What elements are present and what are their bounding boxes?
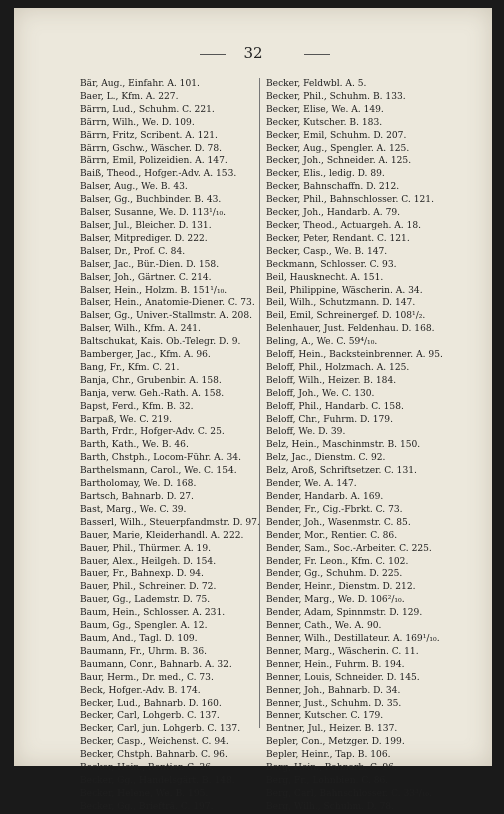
directory-entry: Belz, Aroß, Schriftsetzer. C. 131. [266, 466, 417, 477]
directory-entry: Balser, Wilh., Kfm. A. 241. [80, 324, 201, 335]
directory-entry: Beloff, Phil., Holzmach. A. 125. [266, 362, 410, 373]
directory-entry: Baumann, Fr., Uhrm. B. 36. [80, 646, 208, 657]
directory-entry: Bender, Sam., Soc.-Arbeiter. C. 225. [266, 543, 432, 554]
directory-entry: Balser, Jac., Bür.-Dien. D. 158. [80, 259, 220, 270]
directory-entry: Bentner, Jul., Heizer. B. 137. [266, 724, 398, 735]
directory-entry: Berg, Carl, Bahnschlosser. C. 33³/₁₀. [266, 788, 432, 799]
directory-entry: Baiß, Theod., Hofger.-Adv. A. 153. [80, 169, 237, 180]
directory-entry: Baur, Herm., Dr. med., C. 73. [80, 672, 214, 683]
directory-entry: Bepler, Con., Metzger. D. 199. [266, 737, 405, 748]
left-column [80, 78, 270, 814]
directory-entry: Bauer, Phil., Schreiner. D. 72. [80, 582, 217, 593]
directory-entry: Barthelsmann, Carol., We. C. 154. [80, 466, 237, 477]
directory-entry: Barth, Kath., We. B. 46. [80, 440, 189, 451]
directory-entry: Becker, Hein., Rentier. C. 26. [80, 763, 214, 774]
directory-entry: Benner, Kutscher. C. 179. [266, 711, 384, 722]
directory-entry: Bärrn, Wilh., We. D. 109. [80, 117, 195, 128]
directory-entry: Balser, Susanne, We. D. 113¹/₁₀. [80, 208, 227, 219]
directory-entry: Berg, Hein., Bahnarb. C. 96. [266, 763, 397, 774]
directory-entry: Berg, Wilh., Schuhm. D. 78. [266, 801, 395, 812]
directory-entry: Bärrn, Fritz, Scribent. A. 121. [80, 130, 218, 141]
directory-entry: Baltschukat, Kais. Ob.-Telegr. D. 9. [80, 337, 241, 348]
directory-entry: Benner, Wilh., Destillateur. A. 169¹/₁₀. [266, 633, 440, 644]
directory-entry: Barth, Frdr., Hofger-Adv. C. 25. [80, 427, 225, 438]
directory-entry: Becker, Lud., Bahnarb. D. 160. [80, 698, 222, 709]
directory-entry: Becker, Gg., Handelsgärt. B. 148. [80, 775, 235, 786]
directory-entry: Baum, And., Tagl. D. 109. [80, 633, 198, 644]
directory-entry: Becker, Emil, Schuhm. D. 207. [266, 130, 407, 141]
directory-entry: Bärrn, Emil, Polizeidien. A. 147. [80, 156, 228, 167]
directory-entry: Beloff, We. D. 39. [266, 427, 346, 438]
directory-entry: Becker, Elis., ledig. D. 89. [266, 169, 385, 180]
directory-entry: Bartholomay, We. D. 168. [80, 479, 197, 490]
directory-entry: Becker, Casp., We. B. 147. [266, 246, 388, 257]
directory-entry: Balser, Joh., Gärtner. C. 214. [80, 272, 212, 283]
directory-entry: Balser, Hein., Anatomie-Diener. C. 73. [80, 298, 255, 309]
directory-entry: Benner, Cath., We. A. 90. [266, 621, 382, 632]
directory-entry: Beloff, Phil., Handarb. C. 158. [266, 401, 404, 412]
directory-entry: Bender, Fr. Leon., Kfm. C. 102. [266, 556, 409, 567]
directory-entry: Bamberger, Jac., Kfm. A. 96. [80, 350, 211, 361]
directory-entry: Becker, Kutscher. B. 183. [266, 117, 383, 128]
page-header [14, 44, 492, 64]
directory-entry: Balser, Jul., Bleicher. D. 131. [80, 220, 212, 231]
directory-entry: Banja, verw. Geh.-Rath. A. 158. [80, 388, 225, 399]
directory-entry: Bang, Fr., Kfm. C. 21. [80, 362, 180, 373]
directory-entry: Bär, Aug., Einfahr. A. 101. [80, 79, 200, 89]
directory-entry: Balser, Gg., Buchbinder. B. 43. [80, 195, 222, 206]
directory-entry: Beil, Emil, Schreinergef. D. 108¹/₂. [266, 311, 426, 322]
directory-entry: Bauer, Fr., Bahnexp. D. 94. [80, 569, 204, 580]
directory-entry: Benner, Marg., Wäscherin. C. 11. [266, 646, 419, 657]
directory-entry: Beloff, Chr., Fuhrm. D. 179. [266, 414, 393, 425]
directory-entry: Bender, Gg., Schuhm. D. 225. [266, 569, 403, 580]
directory-entry: Bauer, Alex., Heilgeh. D. 154. [80, 556, 217, 567]
directory-entry: Becker, Helene, We. B. 195. [80, 788, 209, 799]
directory-entry: Bärrn, Gschw., Wäscher. D. 78. [80, 143, 223, 154]
directory-entry: Balser, Aug., We. B. 43. [80, 182, 188, 193]
directory-entry: Bender, Heinr., Dienstm. D. 212. [266, 582, 416, 593]
directory-entry: Baum, Gg., Spengler. A. 12. [80, 621, 208, 632]
directory-entry: Bauer, Marie, Kleiderhandl. A. 222. [80, 530, 244, 541]
directory-entry: Bender, Mor., Rentier. C. 86. [266, 530, 398, 541]
directory-entry: Becker, Elise, We. A. 149. [266, 104, 384, 115]
directory-entry: Bender, Fr., Cig.-Fbrkt. C. 73. [266, 504, 403, 515]
directory-entry: Becker, Carl, Lohgerb. C. 137. [80, 711, 220, 722]
directory-entry: Bender, Adam, Spinnmstr. D. 129. [266, 608, 423, 619]
directory-entry: Becker, Phil., Schuhm. B. 133. [266, 91, 406, 102]
directory-entry: Becker, Gg., Briefträ. C. 197. [80, 801, 214, 812]
directory-entry: Belenhauer, Just. Feldenhau. D. 168. [266, 324, 435, 335]
directory-entry: Bender, We. A. 147. [266, 479, 357, 490]
directory-entry: Bender, Handarb. A. 169. [266, 492, 384, 502]
directory-entry: Basserl, Wilh., Steuerpfandmstr. D. 97. [80, 517, 260, 528]
directory-entry: Becker, Bahnschaffn. D. 212. [266, 182, 400, 193]
directory-entry: Bepler, Heinr., Tap. B. 106. [266, 750, 391, 761]
page-number: 32 [243, 44, 263, 62]
directory-entry: Becker, Feldwbl. A. 5. [266, 79, 367, 89]
directory-entry: Becker, Chstph. Bahnarb. C. 96. [80, 750, 228, 761]
directory-entry: Beloff, Hein., Backsteinbrenner. A. 95. [266, 350, 443, 361]
document-page [14, 8, 492, 812]
directory-entry: Berg, Fr., Lohnbien. C. 86. [266, 775, 389, 786]
directory-entry: Beck, Hofger.-Adv. B. 174. [80, 685, 201, 696]
directory-entry: Benner, Just., Schuhm. D. 35. [266, 698, 402, 709]
directory-entry: Becker, Theod., Actuargeh. A. 18. [266, 220, 422, 231]
directory-entry: Beil, Wilh., Schutzmann. D. 147. [266, 298, 416, 309]
directory-entry: Belz, Hein., Maschinmstr. B. 150. [266, 440, 421, 451]
directory-entry: Bast, Marg., We. C. 39. [80, 504, 187, 515]
directory-entry: Beil, Philippine, Wäscherin. A. 34. [266, 285, 423, 296]
directory-entry: Baumann, Conr., Bahnarb. A. 32. [80, 659, 232, 670]
directory-entry: Beloff, Wilh., Heizer. B. 184. [266, 375, 397, 386]
directory-entry: Becker, Joh., Schneider. A. 125. [266, 156, 412, 167]
directory-entry: Bauer, Phil., Thürmer. A. 19. [80, 543, 212, 554]
directory-entry: Baer, L., Kfm. A. 227. [80, 91, 179, 102]
directory-entry: Beil, Hausknecht. A. 151. [266, 272, 384, 283]
directory-entry: Beckmann, Schlosser. C. 93. [266, 259, 397, 270]
directory-entry: Bartsch, Bahnarb. D. 27. [80, 492, 194, 502]
directory-entry: Barth, Chstph., Locom-Führ. A. 34. [80, 453, 241, 464]
directory-entry: Becker, Casp., Weichenst. C. 94. [80, 737, 229, 748]
directory-entry: Beling, A., We. C. 59⁴/₁₀. [266, 337, 378, 348]
directory-entry: Bender, Marg., We. D. 106²/₁₀. [266, 595, 405, 606]
directory-entry: Belz, Jac., Dienstm. C. 92. [266, 453, 386, 464]
directory-entry: Becker, Aug., Spengler. A. 125. [266, 143, 410, 154]
directory-entry: Bärrn, Lud., Schuhm. C. 221. [80, 104, 215, 115]
directory-entry: Becker, Joh., Handarb. A. 79. [266, 208, 401, 219]
directory-entry: Balser, Dr., Prof. C. 84. [80, 246, 186, 257]
directory-entry: Banja, Chr., Grubenbir. A. 158. [80, 375, 222, 386]
directory-entry: Balser, Mitprediger. D. 222. [80, 233, 208, 244]
directory-entry: Balser, Gg., Univer.-Stallmstr. A. 208. [80, 311, 252, 322]
directory-entry: Baum, Hein., Schlosser. A. 231. [80, 608, 226, 619]
directory-entry: Benner, Louis, Schneider. D. 145. [266, 672, 420, 683]
directory-entry: Bender, Joh., Wasenmstr. C. 85. [266, 517, 411, 528]
directory-entry: Benner, Joh., Bahnarb. D. 34. [266, 685, 401, 696]
directory-entry: Bapst, Ferd., Kfm. B. 32. [80, 401, 194, 412]
directory-entry: Becker, Peter, Rendant. C. 121. [266, 233, 410, 244]
directory-entry: Becker, Carl, jun. Lohgerb. C. 137. [80, 724, 241, 735]
directory-entry: Benner, Hein., Fuhrm. B. 194. [266, 659, 405, 670]
directory-entry: Beloff, Joh., We. C. 130. [266, 388, 375, 399]
header-dash-right [304, 54, 330, 55]
directory-entry: Balser, Hein., Holzm. B. 151¹/₁₀. [80, 285, 228, 296]
right-column [259, 78, 456, 812]
directory-entry: Bauer, Gg., Lademstr. D. 75. [80, 595, 211, 606]
directory-entry: Barpaß, We. C. 219. [80, 414, 172, 425]
directory-entry: Becker, Phil., Bahnschlosser. C. 121. [266, 195, 434, 206]
